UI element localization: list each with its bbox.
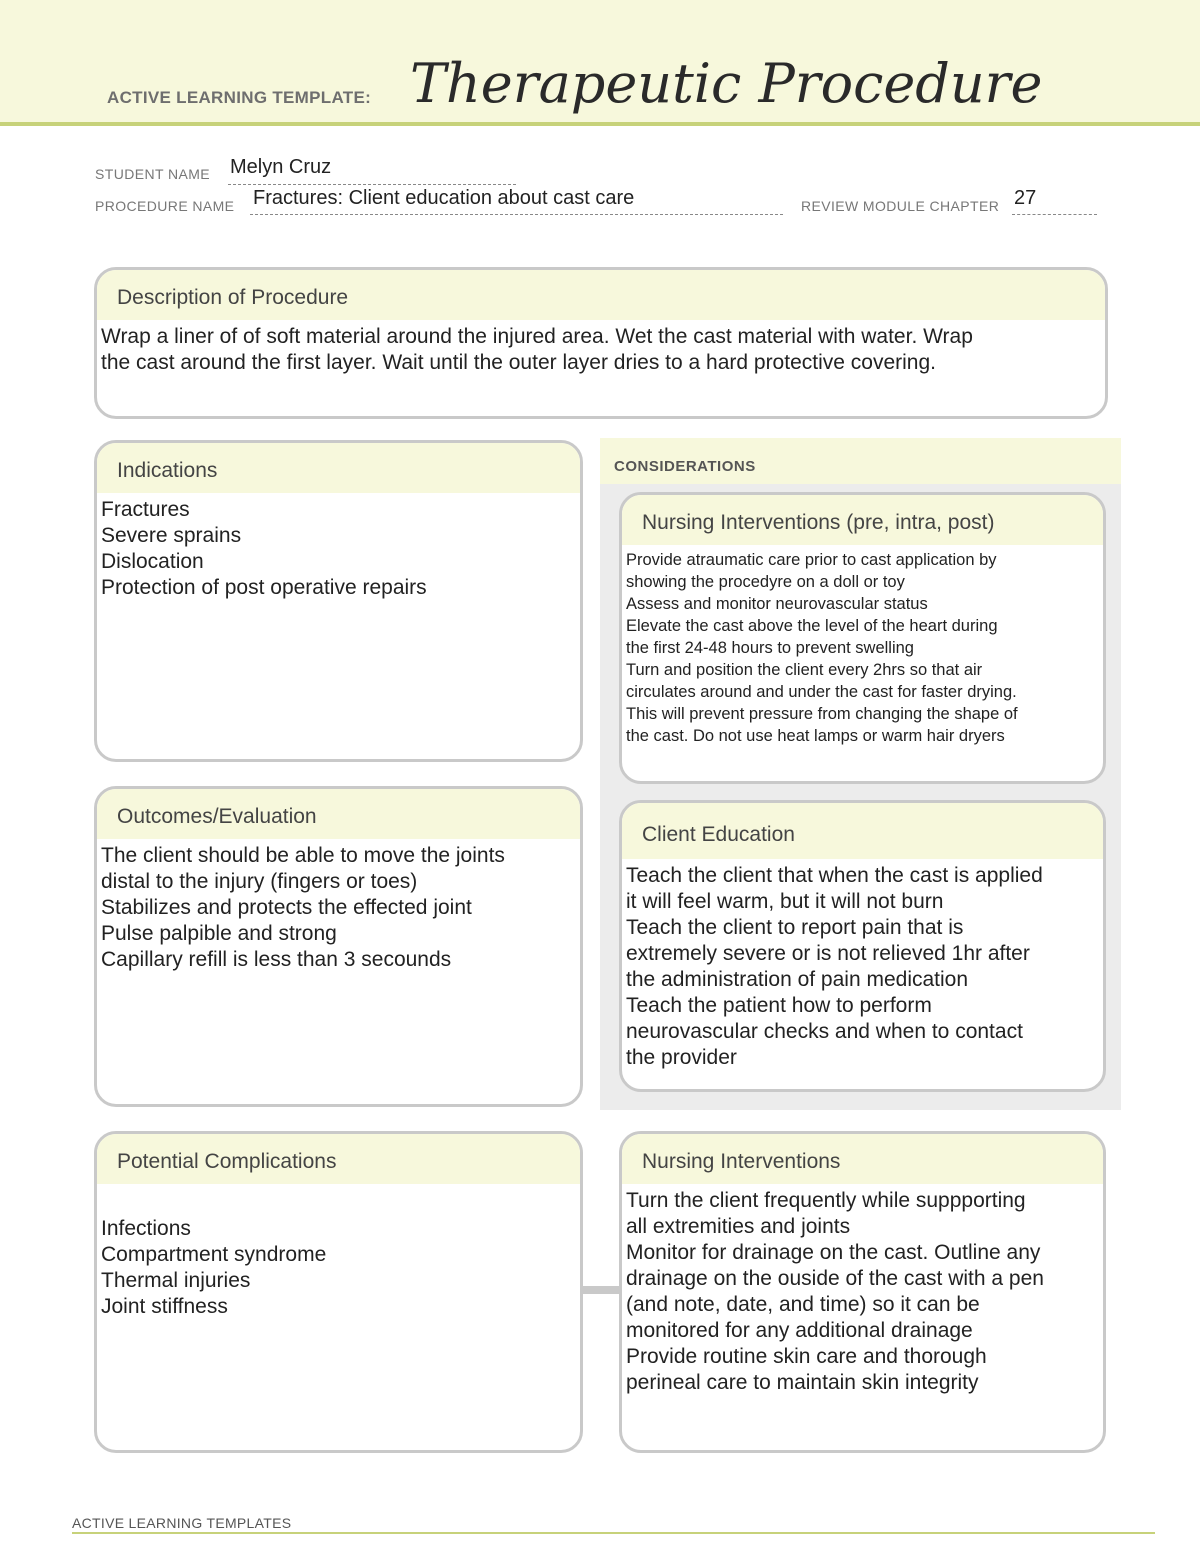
nursing-pre-line: circulates around and under the cast for faster drying. xyxy=(626,683,1017,701)
intervention-line: (and note, date, and time) so it can be xyxy=(626,1293,980,1316)
outcomes-heading: Outcomes/Evaluation xyxy=(97,789,580,839)
list-item: Infections xyxy=(101,1217,191,1240)
nursing-pre-text[interactable] xyxy=(622,545,1103,747)
review-module-line xyxy=(1012,214,1097,215)
complications-box xyxy=(94,1131,583,1453)
education-line: it will feel warm, but it will not burn xyxy=(626,890,944,913)
description-heading: Description of Procedure xyxy=(97,270,1105,320)
footer-label: ACTIVE LEARNING TEMPLATES xyxy=(72,1515,292,1531)
indications-box xyxy=(94,440,583,762)
nursing-pre-line: Elevate the cast above the level of the heart during xyxy=(626,617,998,635)
nursing-pre-heading: Nursing Interventions (pre, intra, post) xyxy=(622,495,1103,545)
nursing-interventions-text[interactable] xyxy=(622,1184,1103,1396)
list-item: Protection of post operative repairs xyxy=(101,576,427,599)
intervention-line: Turn the client frequently while suppporting xyxy=(626,1189,1026,1212)
intervention-line: all extremities and joints xyxy=(626,1215,851,1238)
list-item: Compartment syndrome xyxy=(101,1243,327,1266)
education-line: Teach the patient how to perform xyxy=(626,994,932,1017)
procedure-name-field[interactable]: Fractures: Client education about cast care xyxy=(253,187,635,209)
nursing-pre-line: the first 24-48 hours to prevent swelling xyxy=(626,639,914,657)
complications-list[interactable] xyxy=(97,1184,580,1320)
client-education-box xyxy=(619,800,1106,1092)
header-rule xyxy=(0,122,1200,126)
procedure-name-line xyxy=(250,214,783,215)
education-line: the provider xyxy=(626,1046,737,1069)
complications-heading: Potential Complications xyxy=(97,1134,580,1184)
outcomes-text[interactable] xyxy=(97,839,580,973)
nursing-pre-line: This will prevent pressure from changing the shape of xyxy=(626,705,1018,723)
list-item: Dislocation xyxy=(101,550,204,573)
nursing-pre-line: the cast. Do not use heat lamps or warm hair dryers xyxy=(626,727,1005,745)
student-name-label: STUDENT NAME xyxy=(95,166,210,182)
education-line: extremely severe or is not relieved 1hr after xyxy=(626,942,1030,965)
indications-heading: Indications xyxy=(97,443,580,493)
list-item: Fractures xyxy=(101,498,190,521)
indications-list[interactable] xyxy=(97,493,580,601)
description-box xyxy=(94,267,1108,419)
intervention-line: Monitor for drainage on the cast. Outline any xyxy=(626,1241,1041,1264)
education-line: neurovascular checks and when to contact xyxy=(626,1020,1023,1043)
footer-rule xyxy=(72,1532,1155,1534)
education-line: Teach the client to report pain that is xyxy=(626,916,964,939)
intervention-line: drainage on the ouside of the cast with a pen xyxy=(626,1267,1044,1290)
outcome-line: The client should be able to move the joints xyxy=(101,844,505,867)
client-education-text[interactable] xyxy=(622,859,1103,1071)
review-module-label: REVIEW MODULE CHAPTER xyxy=(801,198,1000,214)
nursing-pre-line: Assess and monitor neurovascular status xyxy=(626,595,928,613)
template-label: ACTIVE LEARNING TEMPLATE: xyxy=(107,88,372,107)
description-line: Wrap a liner of of soft material around the injured area. Wet the cast material with water. Wrap xyxy=(101,325,973,348)
outcome-line: distal to the injury (fingers or toes) xyxy=(101,870,418,893)
list-item: Severe sprains xyxy=(101,524,242,547)
outcomes-box xyxy=(94,786,583,1107)
nursing-interventions-box xyxy=(619,1131,1106,1453)
review-module-field[interactable]: 27 xyxy=(1014,187,1037,209)
procedure-name-label: PROCEDURE NAME xyxy=(95,198,235,214)
outcome-line: Capillary refill is less than 3 secounds xyxy=(101,948,452,971)
education-line: Teach the client that when the cast is applied xyxy=(626,864,1043,887)
connector-bar xyxy=(582,1286,620,1294)
nursing-pre-line: Turn and position the client every 2hrs so that air xyxy=(626,661,983,679)
education-line: the administration of pain medication xyxy=(626,968,969,991)
list-item: Joint stiffness xyxy=(101,1295,228,1318)
intervention-line: Provide routine skin care and thorough xyxy=(626,1345,987,1368)
outcome-line: Stabilizes and protects the effected joint xyxy=(101,896,472,919)
description-text[interactable] xyxy=(97,320,1105,376)
intervention-line: perineal care to maintain skin integrity xyxy=(626,1371,979,1394)
considerations-label: CONSIDERATIONS xyxy=(614,458,756,475)
nursing-interventions-heading: Nursing Interventions xyxy=(622,1134,1103,1184)
outcome-line: Pulse palpible and strong xyxy=(101,922,337,945)
student-name-field[interactable]: Melyn Cruz xyxy=(230,156,332,178)
nursing-pre-line: showing the procedyre on a doll or toy xyxy=(626,573,905,591)
template-title: Therapeutic Procedure xyxy=(410,52,1043,115)
nursing-pre-line: Provide atraumatic care prior to cast application by xyxy=(626,551,997,569)
description-line: the cast around the first layer. Wait until the outer layer dries to a hard protective covering. xyxy=(101,351,936,374)
intervention-line: monitored for any additional drainage xyxy=(626,1319,973,1342)
list-item: Thermal injuries xyxy=(101,1269,251,1292)
nursing-pre-box xyxy=(619,492,1106,784)
client-education-heading: Client Education xyxy=(622,803,1103,859)
student-name-line xyxy=(228,184,516,185)
